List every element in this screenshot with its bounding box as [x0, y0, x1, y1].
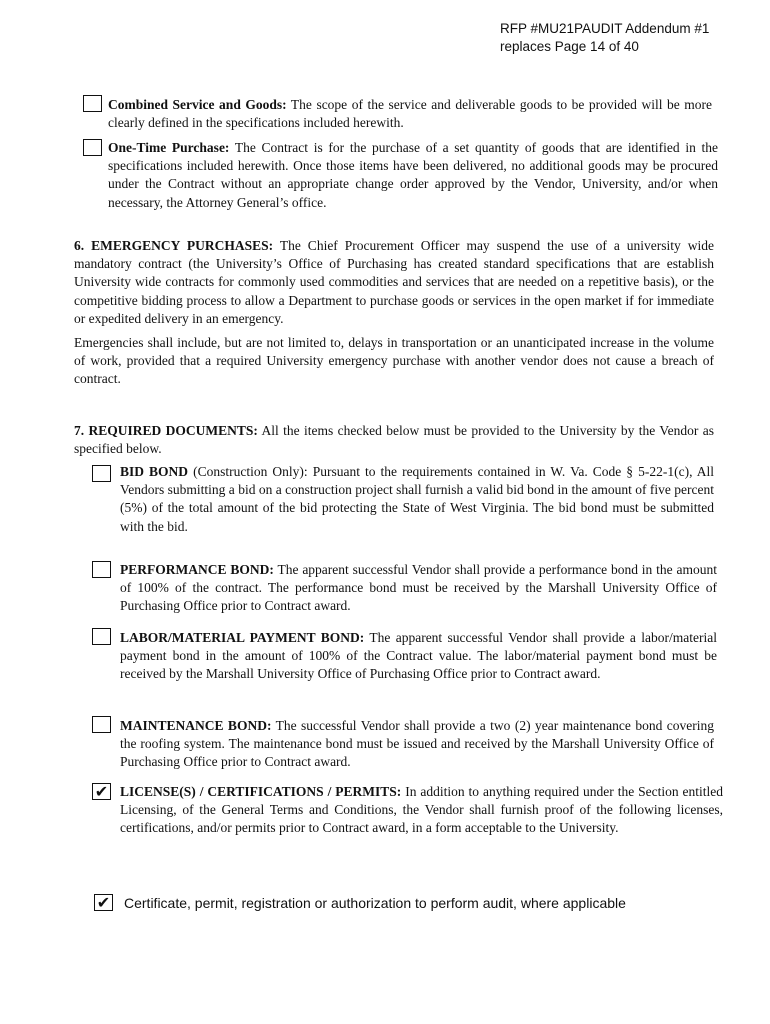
section6-text: The Chief Procurement Officer may suspend the use of a university wide mandatory contract (the University’s Office of Purchasing has created standard specifications that are establish University wide contracts for commonly used commodities and services that are needed on a repetitive basis), or the competitive bidding process to allow a Department to purchase goods or services in the open market if for immediate or expedited delivery in an emergency.: [74, 238, 714, 326]
performance-bond-paragraph: [120, 561, 717, 616]
licenses-title: LICENSE(S) / CERTIFICATIONS / PERMITS:: [120, 784, 402, 799]
combined-service-paragraph: [108, 96, 712, 132]
bid-bond-text: (Construction Only): Pursuant to the requirements contained in W. Va. Code § 5-22-1(c), All Vendors submitting a bid on a construction project shall furnish a valid bid bond in the amount of five percent (5%) of the total amount of the bid protecting the State of West Virginia. The bid bond must be submitted with the bid.: [120, 464, 714, 534]
bid-bond-title: BID BOND: [120, 464, 189, 479]
section7-heading: 7. REQUIRED DOCUMENTS:: [74, 423, 258, 438]
labor-material-bond-text: The apparent successful Vendor shall provide a labor/material payment bond in the amount of 100% of the Contract value. The labor/material payment bond must be received by the Marshall University Office of Purchasing Office prior to Contract award.: [120, 630, 717, 682]
section6-emergencies-text: Emergencies shall include, but are not limited to, delays in transportation or an unanticipated increase in the volume of work, provided that a required University emergency purchase with another vendor does not cause a breach of contract.: [74, 335, 714, 387]
one-time-purchase-checkbox[interactable]: [83, 139, 102, 156]
document-header: [500, 20, 709, 56]
labor-material-bond-paragraph: [120, 629, 717, 684]
emergency-purchases-paragraph: [74, 237, 714, 328]
required-documents-paragraph: [74, 422, 714, 458]
emergencies-paragraph: [74, 334, 714, 389]
one-time-purchase-text: The Contract is for the purchase of a set quantity of goods that are identified in the specifications included herewith. Once those items have been delivered, no additional goods may be procured under the Contract without an appropriate change order approved by the Vendor, University, and/or when necessary, the Attorney General’s office.: [108, 140, 718, 210]
rfp-number: RFP #MU21PAUDIT Addendum #1: [500, 21, 710, 36]
one-time-purchase-title: One-Time Purchase:: [108, 140, 230, 155]
combined-service-title: Combined Service and Goods:: [108, 97, 287, 112]
maintenance-bond-title: MAINTENANCE BOND:: [120, 718, 272, 733]
page-reference: replaces Page 14 of 40: [500, 39, 639, 54]
licenses-paragraph: [120, 783, 723, 838]
labor-material-bond-title: LABOR/MATERIAL PAYMENT BOND:: [120, 630, 365, 645]
section6-heading: 6. EMERGENCY PURCHASES:: [74, 238, 274, 253]
licenses-checkbox[interactable]: [92, 783, 111, 800]
certificate-checkbox[interactable]: [94, 894, 113, 911]
certificate-requirement: Certificate, permit, registration or authorization to perform audit, where applicable: [124, 895, 626, 911]
section7-intro: All the items checked below must be provided to the University by the Vendor as specified below.: [74, 423, 714, 457]
maintenance-bond-text: The successful Vendor shall provide a two (2) year maintenance bond covering the roofing system. The maintenance bond must be issued and received by the Marshall University Office of Purchasing Office prior to Contract award.: [120, 718, 714, 770]
maintenance-bond-paragraph: [120, 717, 714, 772]
licenses-text: In addition to anything required under the Section entitled Licensing, of the General Terms and Conditions, the Vendor shall furnish proof of the following licenses, certifications, and/or permits prior to Contract award, in a form acceptable to the University.: [120, 784, 724, 836]
maintenance-bond-checkbox[interactable]: [92, 716, 111, 733]
performance-bond-checkbox[interactable]: [92, 561, 111, 578]
combined-service-text: The scope of the service and deliverable goods to be provided will be more clearly defined in the specifications included herewith.: [108, 97, 712, 131]
bid-bond-checkbox[interactable]: [92, 465, 111, 482]
check-mark-icon: ✔: [94, 782, 109, 801]
performance-bond-text: The apparent successful Vendor shall provide a performance bond in the amount of 100% of the contract. The performance bond must be received by the Marshall University Office of Purchasing Office prior to Contract award.: [120, 562, 717, 614]
performance-bond-title: PERFORMANCE BOND:: [120, 562, 274, 577]
bid-bond-paragraph: [120, 463, 714, 536]
check-mark-icon: ✔: [96, 893, 111, 912]
one-time-purchase-paragraph: [108, 139, 718, 212]
combined-service-checkbox[interactable]: [83, 95, 102, 112]
labor-material-bond-checkbox[interactable]: [92, 628, 111, 645]
